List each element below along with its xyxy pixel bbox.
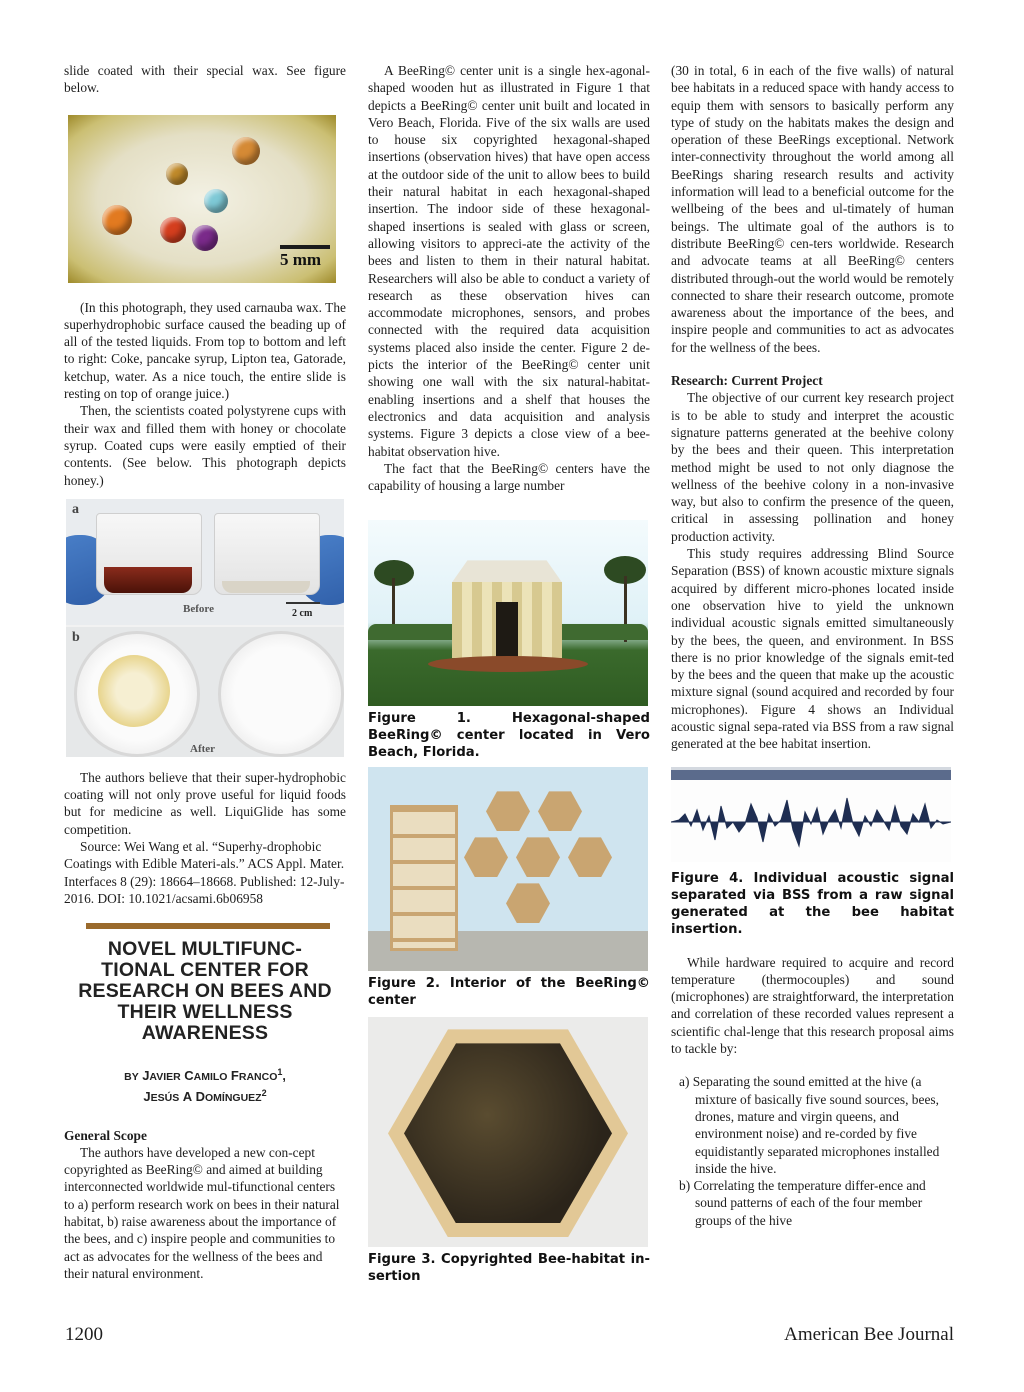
column-1 — [64, 62, 346, 1282]
scale-label: 5 mm — [280, 249, 322, 269]
figure-4-waveform — [671, 767, 951, 862]
hardware-paragraph: While hardware required to acquire and record temperature (thermocouples) and sound (microphones) are straightforward, the interpretation and correlation of these recorded values represent a scientific chal-lenge that this research proposal aims to tackle by: — [671, 954, 954, 1057]
column-2 — [368, 62, 650, 1285]
figure-1-caption: Figure 1. Hexagonal-shaped BeeRing© center located in Vero Beach, Florida. — [368, 711, 650, 761]
byline-author-1: BY JAVIER CAMILO FRANCO$^1$, — [124, 1067, 286, 1084]
general-scope-heading: General Scope — [64, 1127, 147, 1143]
source-citation: Source: Wei Wang et al. “Superhy-drophobic Coatings with Edible Materi-als.” ACS Appl. Mater. Interfaces 8 (29): 18664–18668. Published: 12-July-2016. DOI: 10.1021/acsami.6b06958 — [64, 839, 345, 906]
bead-ketchup — [160, 217, 186, 243]
scale-bar — [280, 245, 330, 249]
panel-b — [66, 627, 344, 757]
figure-2-caption: Figure 2. Interior of the BeeRing© center — [368, 976, 650, 1009]
figure-2-photo — [368, 767, 648, 971]
general-scope-text: The authors have developed a new con-cept copyrighted as BeeRing© and aimed at building interconnected worldwide mul-tifunctional centers to a) perform research work on bees in their natural habitat, b) raise awareness about the importance of the bees, and c) inspire people and communities to act as advocates for the wellness of the bees and their natural environment. — [64, 1144, 340, 1281]
cups-scale-label: 2 cm — [292, 607, 313, 619]
hex-5 — [568, 837, 612, 877]
intro-text: slide coated with their special wax. See figure below. — [64, 63, 346, 96]
conclusion-text: The authors believe that their super-hydrophobic coating will not only prove useful for liquid foods but for medicine as well. LiquiGlide has some competition. — [64, 769, 346, 837]
photo-caption-1: (In this photograph, they used carnauba wax. The superhydrophobic surface caused the beading up of all of the tested liquids. From top to bottom and left to right: Coke, pancake syrup, Lipton tea, Gatorade, ketchup, water. As a nice touch, the entire slide is resting on top of orange juice.) — [64, 299, 346, 402]
photo-caption-2: Then, the scientists coated polystyrene cups with their wax and filled them with honey or chocolate syrup. Coated cups were easily emptied of their contents. (See below. This photograph depicts honey.) — [64, 403, 346, 488]
honey-residue — [98, 655, 170, 727]
dish-after — [218, 631, 344, 757]
panel-a — [66, 499, 344, 625]
after-label: After — [190, 742, 216, 755]
bead-syrup — [232, 137, 260, 165]
hex-1 — [486, 791, 530, 831]
honey-cups-photo — [66, 499, 344, 757]
waveform-svg — [671, 770, 951, 862]
hut-roof — [452, 560, 562, 582]
page-number: 1200 — [65, 1324, 103, 1345]
bead-gatorade — [204, 189, 228, 213]
shelf-unit — [390, 805, 458, 951]
bead-coke — [166, 163, 188, 185]
column-3 — [671, 62, 954, 1229]
panel-a-label: a — [72, 501, 79, 517]
title-rule — [86, 923, 330, 929]
research-paragraph-2: This study requires addressing Blind Source Separation (BSS) of known acoustic mixture signals acquired by different micro-phones located inside one observation hive to yield the unknown individual acoustic signals emitted simultaneously by the bees, the queen, and environment. In BSS there is no prior knowledge of the signals emit-ted by the bees and the queen that make up the acoustic mixture signal (sound acquired and recorded by four microphones). Figure 4 shows an Individual acoustic signal sepa-rated via BSS from a raw signal generated at the bee habitat insertion. — [671, 546, 954, 752]
hex-6 — [506, 883, 550, 923]
task-b: b) Correlating the temperature differ-ence and sound patterns of each of the four member groups of the hive — [679, 1178, 926, 1228]
before-label: Before — [183, 602, 214, 615]
byline-author-2: JESÚS A DOMÍNGUEZ$^2$ — [143, 1088, 267, 1105]
hex-2 — [538, 791, 582, 831]
figure-3-photo — [368, 1017, 648, 1247]
raw-signal-strip — [671, 770, 951, 780]
hut-door — [496, 602, 518, 658]
figure-1-photo — [368, 520, 648, 706]
byline — [64, 1064, 346, 1106]
article-title: NOVEL MULTIFUNC-TIONAL CENTER FOR RESEARCH ON BEES AND THEIR WELLNESS AWARENESS — [78, 938, 332, 1045]
cups-scale-bar — [286, 602, 320, 604]
research-task-list — [671, 1073, 954, 1229]
liquid-beads-photo — [68, 115, 336, 283]
research-heading: Research: Current Project — [671, 373, 823, 389]
mulch-path — [428, 656, 588, 672]
cup-residue — [222, 581, 310, 593]
research-paragraph-1: The objective of our current key research project is to be able to study and interpret the acoustic signature patterns generated at the beehive colony by the bees and their queen. This interpretation method might be used to not only diagnose the wellness of the beehive colony in a non-invasive way, but also to confirm the presence of the queen, critical in assessing pollination and honey production activity. — [671, 390, 954, 544]
bead-water — [192, 225, 218, 251]
col2-paragraph-2: The fact that the BeeRing© centers have the capability of housing a large number — [368, 460, 650, 494]
col3-paragraph-1: (30 in total, 6 in each of the five walls) of natural bee habitats in a reduced space with handy access to equip them with sensors to basically perform any type of study on the habitats makes the design and operation of these BeeRings exceptional. Network inter-connectivity throughout the world among all BeeRings sharing research results and activity information will lead to a beneficial outcome for the wellbeing of the bees and ul-timately of human beings. The ultimate goal of the authors is to distribute BeeRing© cen-ters worldwide. Research and advocate teams at all BeeRing© centers distributed through-out the world would be remotely connected to share their research outcome, promote awareness about the importance of the bees, and inspire people and communities to act as advocates for the wellness of the bees. — [671, 63, 954, 355]
task-a: a) Separating the sound emitted at the hive (a mixture of basically five sound sources, bees, drones, mature and virgin queens, and environment noise) and re-corded by five equidistantly separated microphones installed inside the hive. — [679, 1074, 940, 1176]
col2-paragraph-1: A BeeRing© center unit is a single hex-agonal-shaped wooden hut as illustrated in Figure 1 that depicts a BeeRing© center unit built and located in Vero Beach, Florida. Five of the six walls are used to house six copyrighted hexagonal-shaped insertions (observation hives) that have open access at the outdoor side of the unit to allow bees to build their natural habitat in each hexagonal-shaped insertion. The indoor side of these hexagonal-shaped insertions is sealed with glass or screen, allowing visitors to appreci-ate the activity of the bees and listen to them in their natural habitat. Researchers will also be able to conduct a variety of research as these observation hives can accommodate microphones, sensors, and probes connected with the required data acquisition systems placed also inside the center. Figure 2 de-picts the interior of the BeeRing© center unit showing one wall with the six natural-habitat-enabling insertions and a shelf that houses the electronics and data acquisition and analysis systems. Figure 3 depicts a close view of a bee-habitat observation hive. — [368, 63, 650, 459]
hex-4 — [516, 837, 560, 877]
hex-3 — [464, 837, 508, 877]
figure-3-caption: Figure 3. Copyrighted Bee-habitat in-sertion — [368, 1252, 650, 1285]
honey-fill — [104, 567, 192, 593]
panel-b-label: b — [72, 629, 80, 645]
journal-name: American Bee Journal — [784, 1324, 954, 1345]
figure-4-caption: Figure 4. Individual acoustic signal separated via BSS from a raw signal generated at the bee habitat insertion. — [671, 870, 954, 937]
bead-tea — [102, 205, 132, 235]
